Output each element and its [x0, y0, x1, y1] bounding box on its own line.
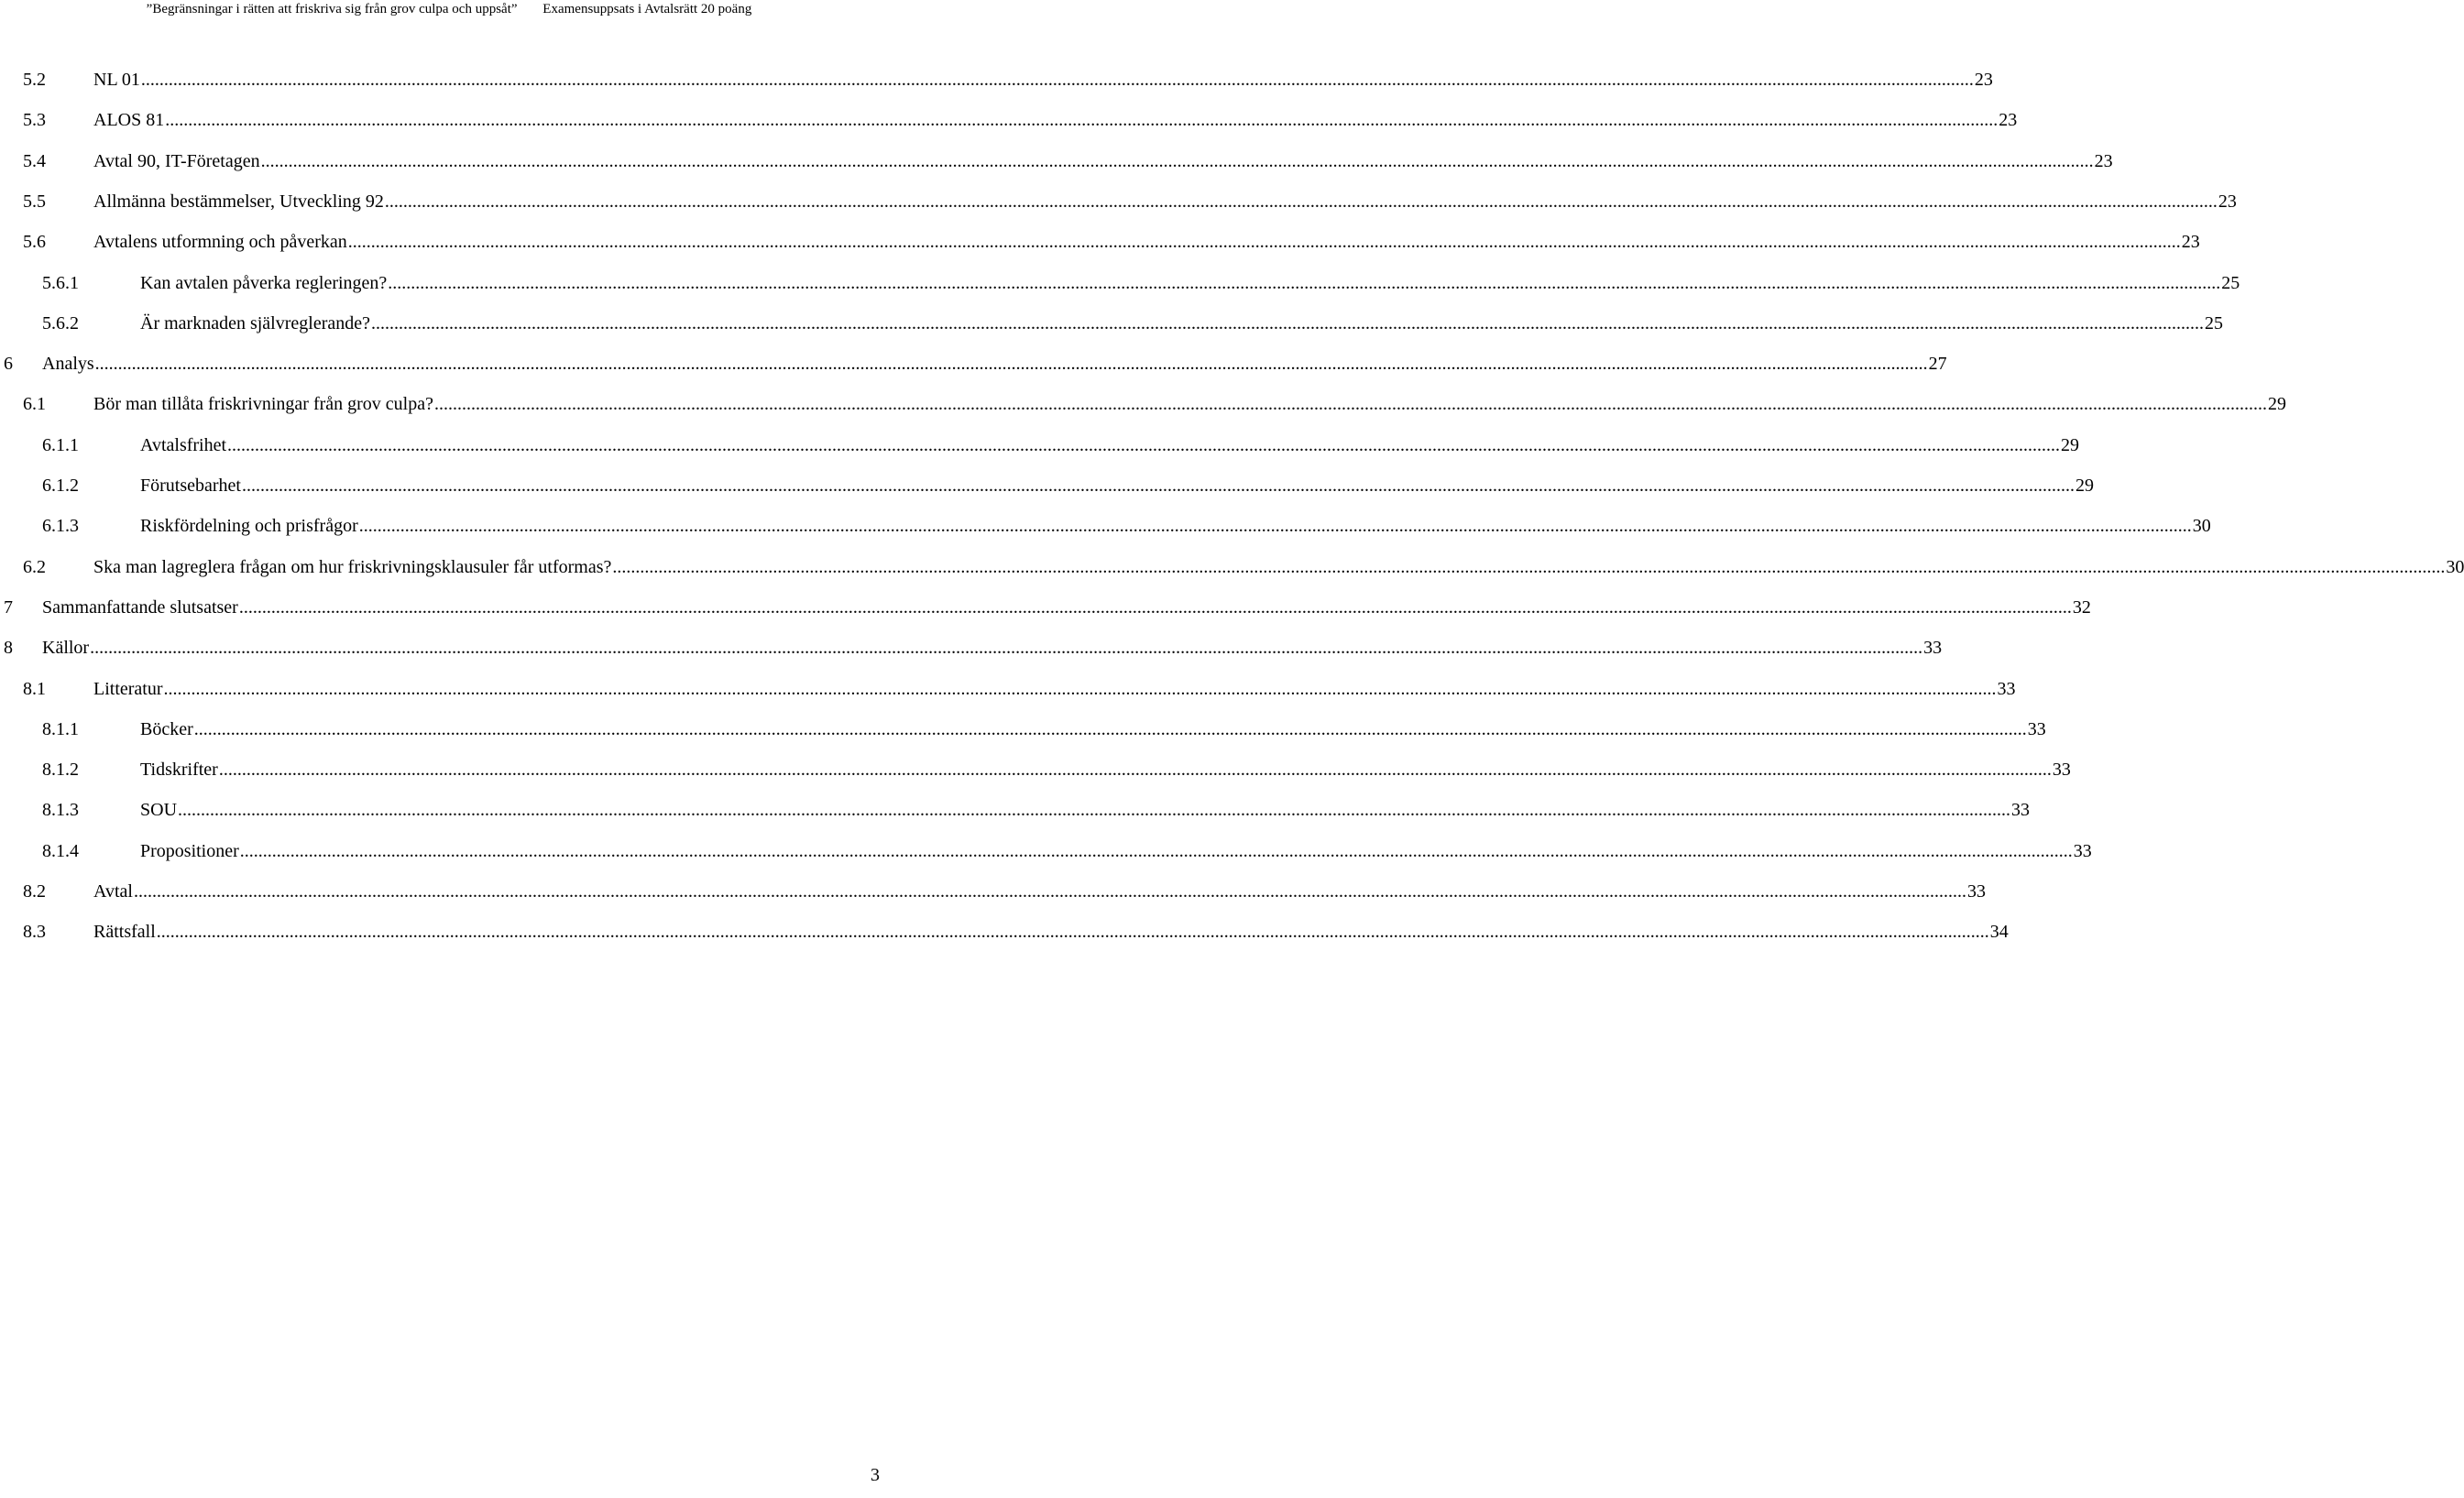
- toc-entry-page: 33: [1966, 878, 1986, 905]
- toc-entry[interactable]: [0, 148, 2113, 175]
- toc-entry[interactable]: [0, 66, 1993, 93]
- toc-entry[interactable]: [0, 553, 2464, 581]
- toc-entry[interactable]: [0, 390, 2286, 418]
- toc-entry-number: 8.1.4: [42, 840, 79, 861]
- toc-leader-dots: ................................................................................................................................................................................................................................................................................................................................................................................................................: [218, 760, 2052, 781]
- toc-entry[interactable]: [0, 796, 2031, 824]
- page-number: 3: [871, 1465, 880, 1485]
- toc-entry-page: 34: [1989, 918, 2009, 946]
- toc-entry-number: 5.2: [23, 70, 46, 90]
- toc-entry-page: 23: [1974, 66, 1993, 93]
- toc-entry-number: 8.1.2: [42, 760, 79, 781]
- toc-entry[interactable]: [0, 756, 2071, 783]
- toc-entry-number: 8.1.3: [42, 800, 79, 821]
- toc-leader-dots: ................................................................................................................................................................................................................................................................................................................................................................................................................: [94, 354, 1928, 375]
- toc-entry[interactable]: [0, 594, 2091, 621]
- toc-entry[interactable]: [0, 228, 2200, 256]
- toc-leader-dots: ................................................................................................................................................................................................................................................................................................................................................................................................................: [238, 596, 2072, 618]
- toc-entry[interactable]: [0, 716, 2046, 743]
- toc-entry-title: Propositioner: [140, 837, 240, 865]
- toc-entry-page: 23: [2181, 228, 2200, 256]
- toc-entry-title: Böcker: [140, 716, 194, 743]
- toc-entry-page: 23: [2218, 188, 2237, 215]
- toc-entry-number: 8.1: [23, 678, 46, 699]
- toc-entry-title: Riskfördelning och prisfrågor: [140, 512, 359, 540]
- toc-entry-page: 25: [2220, 269, 2240, 297]
- header-title: ”Begränsningar i rätten att friskriva sig från grov culpa och uppsåt”: [146, 2, 518, 16]
- toc-entry-page: 33: [1997, 675, 2016, 703]
- toc-entry[interactable]: [0, 634, 1943, 662]
- toc-entry-page: 32: [2072, 594, 2091, 621]
- toc-leader-dots: ................................................................................................................................................................................................................................................................................................................................................................................................................: [156, 922, 1989, 943]
- toc-entry[interactable]: [0, 878, 1986, 905]
- toc-entry[interactable]: [0, 512, 2211, 540]
- toc-leader-dots: ................................................................................................................................................................................................................................................................................................................................................................................................................: [90, 638, 1923, 659]
- toc-leader-dots: ................................................................................................................................................................................................................................................................................................................................................................................................................: [178, 800, 2011, 821]
- toc-entry-page: 27: [1928, 350, 1947, 377]
- toc-leader-dots: ................................................................................................................................................................................................................................................................................................................................................................................................................: [140, 70, 1974, 90]
- toc-entry-title: Är marknaden självreglerande?: [140, 310, 371, 337]
- toc-entry-number: 5.5: [23, 191, 46, 212]
- toc-entry-title: ALOS 81: [93, 106, 165, 134]
- toc-entry-number: 5.6: [23, 232, 46, 253]
- toc-entry-number: 5.6.1: [42, 272, 79, 293]
- toc-entry-title: Ska man lagreglera frågan om hur friskrivningsklausuler får utformas?: [93, 553, 612, 581]
- toc-entry-title: Bör man tillåta friskrivningar från grov culpa?: [93, 390, 434, 418]
- toc-entry-page: 33: [2010, 796, 2030, 824]
- toc-entry-number: 6.1.2: [42, 476, 79, 496]
- toc-entry-number: 6.1.1: [42, 434, 79, 455]
- toc-leader-dots: ................................................................................................................................................................................................................................................................................................................................................................................................................: [193, 718, 2027, 739]
- toc-entry-page: 30: [2445, 553, 2464, 581]
- toc-entry-title: Litteratur: [93, 675, 164, 703]
- toc-leader-dots: ................................................................................................................................................................................................................................................................................................................................................................................................................: [163, 678, 1997, 699]
- toc-entry[interactable]: [0, 350, 1947, 377]
- toc-leader-dots: ................................................................................................................................................................................................................................................................................................................................................................................................................: [165, 110, 1999, 131]
- toc-entry-page: 29: [2267, 390, 2286, 418]
- toc-entry-page: 25: [2204, 310, 2223, 337]
- toc-entry-title: SOU: [140, 796, 178, 824]
- header-course: Examensuppsats i Avtalsrätt 20 poäng: [542, 2, 752, 16]
- toc-entry-page: 33: [2027, 716, 2046, 743]
- toc-entry[interactable]: [0, 432, 2080, 459]
- toc-leader-dots: ................................................................................................................................................................................................................................................................................................................................................................................................................: [371, 312, 2204, 333]
- toc-entry[interactable]: [0, 837, 2092, 865]
- toc-entry-title: Kan avtalen påverka regleringen?: [140, 269, 388, 297]
- toc-entry-number: 8.1.1: [42, 718, 79, 739]
- toc-entry-page: 30: [2192, 512, 2211, 540]
- toc-entry[interactable]: [0, 310, 2223, 337]
- toc-leader-dots: ................................................................................................................................................................................................................................................................................................................................................................................................................: [239, 840, 2073, 861]
- toc-entry-number: 5.4: [23, 150, 46, 171]
- toc-entry-page: 29: [2075, 472, 2094, 499]
- toc-entry-number: 6.1: [23, 394, 46, 415]
- toc-entry-title: Analys: [42, 350, 95, 377]
- running-header: [0, 0, 880, 20]
- toc-entry-number: 6.1.3: [42, 516, 79, 537]
- toc-entry-title: Tidskrifter: [140, 756, 219, 783]
- toc-leader-dots: ................................................................................................................................................................................................................................................................................................................................................................................................................: [434, 394, 2267, 415]
- toc-entry-page: 29: [2060, 432, 2079, 459]
- toc-entry[interactable]: [0, 918, 2009, 946]
- toc-entry-title: NL 01: [93, 66, 141, 93]
- toc-entry-number: 6.2: [23, 556, 46, 577]
- toc-entry-page: 23: [2094, 148, 2113, 175]
- toc-entry[interactable]: [0, 269, 2240, 297]
- toc-entry-title: Sammanfattande slutsatser: [42, 594, 239, 621]
- toc-leader-dots: ................................................................................................................................................................................................................................................................................................................................................................................................................: [358, 516, 2192, 537]
- toc-entry-title: Avtalsfrihet: [140, 432, 227, 459]
- toc-leader-dots: ................................................................................................................................................................................................................................................................................................................................................................................................................: [133, 881, 1966, 902]
- toc-entry[interactable]: [0, 106, 2018, 134]
- toc-entry-page: 33: [2052, 756, 2071, 783]
- toc-leader-dots: ................................................................................................................................................................................................................................................................................................................................................................................................................: [241, 476, 2075, 496]
- toc-entry-number: 8.2: [23, 881, 46, 902]
- toc-entry-page: 23: [1998, 106, 2017, 134]
- toc-entry-title: Avtalens utformning och påverkan: [93, 228, 348, 256]
- toc-entry-title: Avtal: [93, 878, 134, 905]
- toc-leader-dots: ................................................................................................................................................................................................................................................................................................................................................................................................................: [388, 272, 2221, 293]
- toc-entry[interactable]: [0, 188, 2237, 215]
- toc-entry-number: 6: [4, 354, 13, 375]
- toc-leader-dots: ................................................................................................................................................................................................................................................................................................................................................................................................................: [347, 232, 2181, 253]
- toc-entry-number: 8: [4, 638, 13, 659]
- toc-entry-title: Källor: [42, 634, 90, 662]
- toc-entry-title: Avtal 90, IT-Företagen: [93, 148, 261, 175]
- toc-leader-dots: ................................................................................................................................................................................................................................................................................................................................................................................................................: [260, 150, 2094, 171]
- toc-entry[interactable]: [0, 472, 2094, 499]
- toc-entry-number: 5.6.2: [42, 312, 79, 333]
- toc-leader-dots: ................................................................................................................................................................................................................................................................................................................................................................................................................: [612, 556, 2446, 577]
- toc-entry-number: 7: [4, 596, 13, 618]
- toc-entry-title: Allmänna bestämmelser, Utveckling 92: [93, 188, 385, 215]
- toc-entry-number: 8.3: [23, 922, 46, 943]
- toc-entry-page: 33: [2073, 837, 2092, 865]
- toc-entry-title: Rättsfall: [93, 918, 157, 946]
- toc-leader-dots: ................................................................................................................................................................................................................................................................................................................................................................................................................: [227, 434, 2061, 455]
- toc-entry-number: 5.3: [23, 110, 46, 131]
- toc-entry[interactable]: [0, 675, 2016, 703]
- toc-entry-title: Förutsebarhet: [140, 472, 242, 499]
- toc-leader-dots: ................................................................................................................................................................................................................................................................................................................................................................................................................: [384, 191, 2218, 212]
- toc-entry-page: 33: [1922, 634, 1942, 662]
